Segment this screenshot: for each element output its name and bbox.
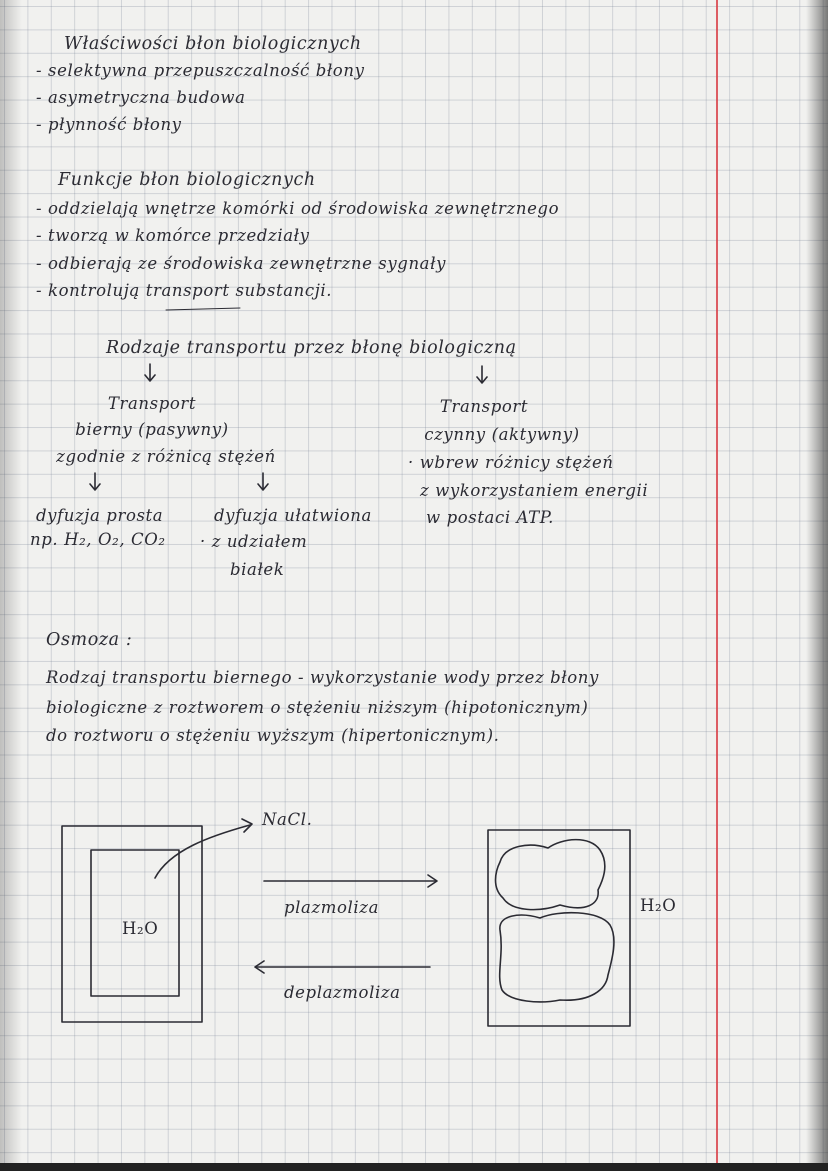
functions-item-4: - kontrolują transport substancji. [36,281,333,300]
left-arrow-icon [255,961,430,973]
down-arrow-icon [145,364,155,381]
active-line-4: z wykorzystaniem energii [420,481,649,500]
facilitated-diffusion: dyfuzja ułatwiona [214,506,372,525]
functions-item-3: - odbierają ze środowiska zewnętrzne sygnały [36,254,446,273]
active-line-5: w postaci ATP. [426,508,554,527]
active-line-2: czynny (aktywny) [424,425,580,444]
functions-item-2: - tworzą w komórce przedziały [36,226,310,245]
simple-diffusion-examples: np. H₂, O₂, CO₂ [30,530,166,549]
passive-line-2: bierny (pasywny) [75,420,229,439]
passive-line-3: zgodnie z różnicą stężeń [56,447,276,466]
underline [166,308,240,310]
properties-title: Właściwości błon biologicznych [64,34,362,54]
properties-item-1: - selektywna przepuszczalność błony [36,61,365,80]
functions-title: Funkcje błon biologicznych [58,170,316,190]
active-line-3: · wbrew różnicy stężeń [408,453,614,472]
deplasmolysis-label: deplazmoliza [284,983,401,1002]
osmosis-line-3: do roztworu o stężeniu wyższym (hipertonicznym). [46,726,500,745]
functions-item-1: - oddzielają wnętrze komórki od środowiska zewnętrznego [36,199,560,218]
down-arrow-icon [477,366,487,383]
passive-line-1: Transport [107,394,197,413]
right-arrow-icon [264,875,437,887]
inner-water-label: H₂O [122,919,159,938]
osmosis-line-1: Rodzaj transportu biernego - wykorzystanie wody przez błony [46,668,599,687]
page-bottom-edge [0,1163,828,1171]
down-arrow-icon [90,473,100,490]
osmosis-title: Osmoza : [46,630,133,650]
active-line-1: Transport [439,397,529,416]
outer-water-label: H₂O [640,896,677,915]
properties-item-2: - asymetryczna budowa [36,88,246,107]
transport-title: Rodzaje transportu przez błonę biologiczną [106,338,517,358]
vacuole-bottom [500,913,614,1002]
simple-diffusion: dyfuzja prosta [36,506,164,525]
osmosis-line-2: biologiczne z roztworem o stężeniu niższym (hipotonicznym) [46,698,589,717]
nacl-label: NaCl. [262,810,313,829]
properties-item-3: - płynność błony [36,115,182,134]
plasmolysis-label: plazmoliza [284,898,380,917]
facilitated-diffusion-proteins: białek [230,560,285,579]
nacl-arrow-icon [155,819,252,878]
vacuole-top [496,840,605,910]
facilitated-diffusion-detail: · z udziałem [200,532,308,551]
down-arrow-icon [258,473,268,490]
